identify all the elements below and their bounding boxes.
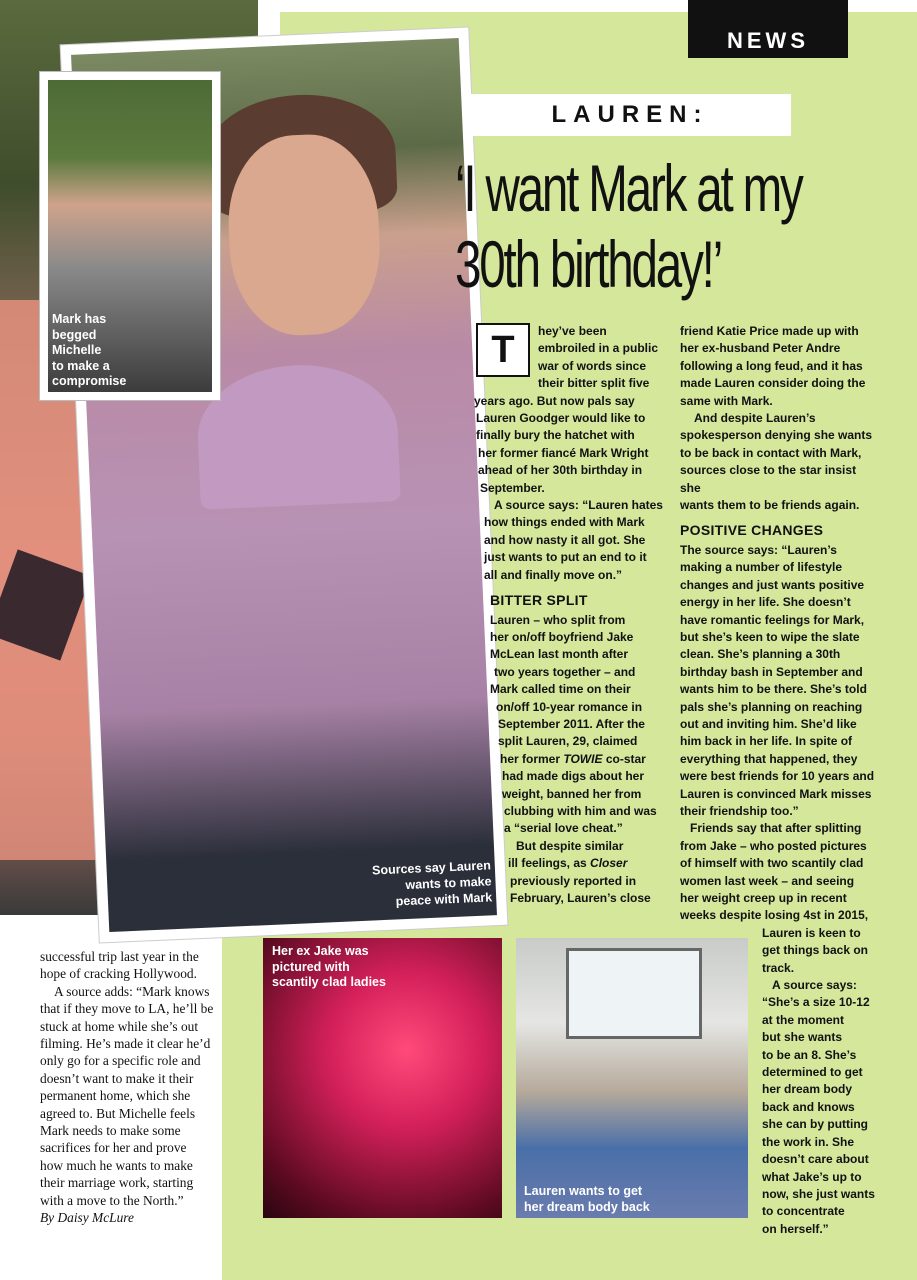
paragraph (476, 497, 668, 584)
text-line: made Lauren consider doing the (680, 376, 866, 391)
text-line: of himself with two scantily clad (680, 856, 864, 871)
caption-line: Lauren wants to get (524, 1184, 643, 1198)
text-line: their bitter split five (538, 376, 650, 391)
text-line: a “serial love cheat.” (504, 821, 623, 836)
text-line: had made digs about her (502, 769, 645, 784)
story-label-text: LAUREN: (551, 101, 709, 128)
text-line: And despite Lauren’s (694, 411, 816, 426)
caption-line: begged (52, 327, 97, 342)
serif-column (40, 948, 224, 1227)
text-line: Mark called time on their (490, 682, 631, 697)
text-line: her on/off boyfriend Jake (490, 629, 634, 644)
text-line: following a long feud, and it has (680, 358, 863, 373)
text-line: she can by putting (762, 1117, 869, 1132)
text-line: energy in her life. She doesn’t (680, 595, 851, 610)
inset-caption (52, 312, 126, 390)
jake-caption (272, 944, 386, 991)
byline: By Daisy McLure (40, 1210, 134, 1226)
text-line: that if they move to LA, he’ll be (40, 1001, 214, 1017)
text-line: pals she’s planning on reaching (680, 699, 863, 714)
text-line: out and inviting him. She’d like (680, 716, 857, 731)
text-line: to concentrate (762, 1204, 845, 1219)
text-line: agreed to. But Michelle feels (40, 1105, 196, 1121)
text-line: and how nasty it all got. She (484, 532, 646, 547)
text-line: only go for a specific role and (40, 1053, 201, 1069)
gym-caption (524, 1184, 650, 1215)
text-line: from Jake – who posted pictures (680, 838, 867, 853)
text-line: making a number of lifestyle (680, 560, 843, 575)
text-line: back and knows (762, 1099, 855, 1114)
headline-line-1: ‘I want Mark at my (455, 151, 802, 225)
text-line: everything that happened, they (680, 751, 858, 766)
text-line: at the moment (762, 1012, 845, 1027)
text-line: their marriage work, starting (40, 1175, 194, 1191)
main-caption (372, 857, 493, 910)
caption-line: Mark has (52, 312, 107, 326)
headline (455, 150, 894, 302)
text-line: her former fiancé Mark Wright (478, 445, 649, 460)
paragraph (680, 542, 880, 821)
text-line: clubbing with him and was (504, 803, 657, 818)
inset-photo (40, 72, 220, 400)
caption-line: Her ex Jake was (272, 944, 369, 958)
text-line: Mark needs to make some (40, 1123, 181, 1139)
text-line: friend Katie Price made up with (680, 324, 859, 338)
text-line: same with Mark. (680, 393, 773, 408)
text-line: what Jake’s up to (762, 1169, 862, 1184)
paragraph (680, 820, 880, 924)
paragraph (680, 410, 880, 514)
text-line: filming. He’s made it clear he’d (40, 1036, 211, 1052)
text-line: finally bury the hatchet with (476, 428, 635, 443)
jake-photo (263, 938, 502, 1218)
text-line: on/off 10-year romance in (496, 699, 643, 714)
face-shape (225, 132, 384, 338)
text-line: get things back on (762, 943, 869, 958)
caption-line: wants to make (405, 874, 492, 893)
text-line: birthday bash in September and (680, 664, 863, 679)
caption-line: to make a (52, 358, 110, 373)
text-line: weeks despite losing 4st in 2015, (680, 908, 869, 923)
text-line: her weight creep up in recent (680, 891, 847, 905)
caption-line: Michelle (52, 343, 102, 357)
text-line: war of words since (538, 358, 647, 373)
headline-line-2: 30th birthday!’ (455, 227, 722, 301)
text-line: The source says: “Lauren’s (680, 542, 837, 557)
text-line: track. (762, 960, 795, 975)
text-line: But despite similar (516, 838, 624, 853)
text-line: their friendship too.” (680, 803, 799, 818)
text-line: clean. She’s planning a 30th (680, 647, 841, 662)
gym-photo (516, 938, 748, 1218)
text-line: February, Lauren’s close (510, 891, 651, 905)
text-line: wants them to be friends again. (680, 498, 860, 513)
italic-span: TOWIE (563, 751, 603, 766)
text-line: with a move to the North.” (40, 1192, 184, 1208)
text-line: to be an 8. She’s (762, 1047, 857, 1062)
text-line: changes and just wants positive (680, 577, 865, 592)
subheading: POSITIVE CHANGES (680, 522, 824, 539)
text-line: to be back in contact with Mark, (680, 445, 862, 460)
text-line: permanent home, which she (40, 1088, 191, 1104)
text-line: weight, banned her from (502, 786, 642, 801)
text-line: hey’ve been (538, 324, 607, 338)
text-span: her former (500, 751, 564, 766)
subheading: BITTER SPLIT (490, 592, 588, 609)
section-bitter-split (476, 592, 668, 907)
caption-line: scantily clad ladies (272, 975, 386, 989)
text-line: years ago. But now pals say (474, 393, 635, 408)
text-line: “She’s a size 10-12 (762, 995, 870, 1010)
text-line: her ex-husband Peter Andre (680, 341, 841, 356)
caption-line: compromise (52, 374, 127, 388)
story-label (469, 94, 791, 136)
text-line: the work in. She (762, 1134, 855, 1149)
text-line: Friends say that after splitting (690, 821, 862, 836)
section-tab (688, 0, 848, 58)
text-line: Lauren – who split from (490, 612, 626, 627)
text-line: split Lauren, 29, claimed (498, 734, 638, 749)
caption-line: pictured with (272, 959, 350, 974)
text-line: all and finally move on.” (484, 567, 623, 582)
text-line: September. (480, 480, 545, 495)
text-line: Lauren Goodger would like to (476, 411, 646, 426)
text-line: doesn’t care about (762, 1152, 869, 1167)
text-line: wants him to be there. She’s told (680, 682, 867, 697)
text-line: were best friends for 10 years and (680, 769, 875, 784)
text-line: A source says: (772, 978, 857, 993)
text-line: him back in her life. In spite of (680, 734, 853, 749)
text-line: determined to get (762, 1065, 863, 1080)
text-line: sacrifices for her and prove (40, 1140, 187, 1156)
text-line: doesn’t want to make it their (40, 1070, 194, 1086)
text-line: how things ended with Mark (484, 515, 645, 530)
text-line: September 2011. After the (498, 716, 645, 731)
text-line: A source says: “Lauren hates (494, 498, 663, 513)
text-span: ill feelings, as (508, 856, 587, 871)
text-line: Lauren is keen to (762, 925, 861, 940)
text-line: sources close to the star insist she (680, 463, 857, 495)
text-line: Lauren is convinced Mark misses (680, 786, 872, 801)
caption-line: peace with Mark (395, 890, 493, 909)
text-line: spokesperson denying she wants (680, 428, 873, 443)
text-line: ahead of her 30th birthday in (478, 463, 643, 478)
text-line: have romantic feelings for Mark, (680, 612, 865, 627)
text-line (490, 855, 668, 872)
section-label: NEWS (727, 28, 809, 53)
text-line: two years together – and (494, 664, 636, 679)
italic-span: Closer (590, 856, 628, 871)
text-line: how much he wants to make (40, 1157, 193, 1173)
column-1 (476, 323, 668, 907)
text-line: McLean last month after (490, 647, 629, 662)
text-span: co-star (602, 751, 646, 766)
text-line: stuck at home while she’s out (40, 1018, 199, 1034)
text-line: women last week – and seeing (680, 873, 855, 888)
text-line: just wants to put an end to it (484, 550, 647, 565)
window-shape (566, 948, 702, 1039)
text-line (490, 751, 668, 768)
drop-cap: T (476, 323, 530, 377)
text-line: previously reported in (510, 873, 637, 888)
paragraph (680, 323, 880, 410)
text-line: but she wants (762, 1030, 843, 1045)
text-line: hope of cracking Hollywood. (40, 966, 197, 982)
text-line: successful trip last year in the (40, 949, 199, 964)
text-line: A source adds: “Mark knows (54, 983, 210, 999)
text-line: but she’s keen to wipe the slate (680, 629, 860, 644)
paragraph (474, 393, 668, 497)
text-line: her dream body (762, 1082, 853, 1097)
text-line: on herself.” (762, 1221, 829, 1236)
caption-line: her dream body back (524, 1199, 650, 1214)
text-line: embroiled in a public (538, 341, 659, 356)
text-line: now, she just wants (762, 1186, 875, 1201)
caption-line: Sources say Lauren (371, 858, 492, 878)
